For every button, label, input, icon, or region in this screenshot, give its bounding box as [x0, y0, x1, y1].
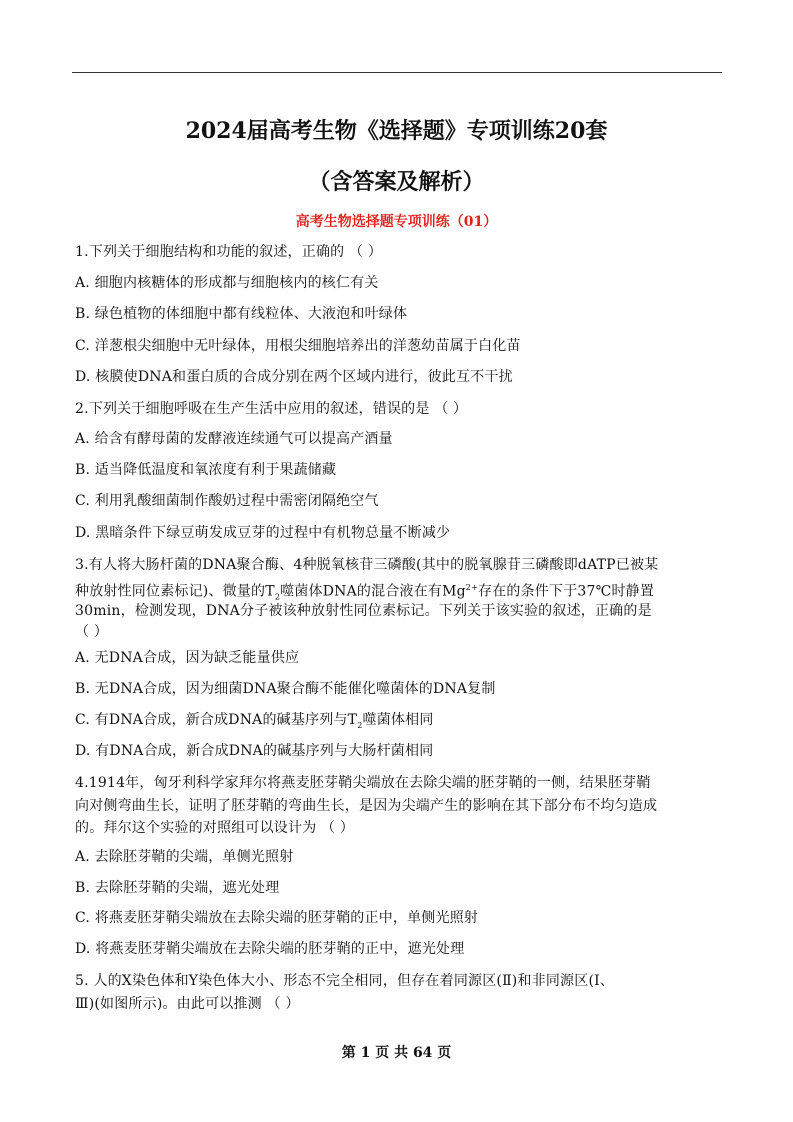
q4-option-b: B. 去除胚芽鞘的尖端，遮光处理 [75, 880, 280, 896]
q3c-text: 噬菌体相同 [362, 712, 434, 728]
q3-sup: 2+ [465, 583, 478, 592]
q3-text: 种放射性同位素标记)、微量的T [75, 583, 275, 600]
q1-option-d: D. 核膜使DNA和蛋白质的合成分别在两个区域内进行，彼此互不干扰 [75, 369, 513, 385]
section-heading: 高考生物选择题专项训练（01） [295, 214, 498, 230]
q4-option-a: A. 去除胚芽鞘的尖端，单侧光照射 [75, 849, 294, 865]
document-subtitle: （含答案及解析） [308, 169, 485, 195]
q3-option-b: B. 无DNA合成，因为细菌DNA聚合酶不能催化噬菌体的DNA复制 [75, 681, 496, 697]
question-2-stem: 2.下列关于细胞呼吸在生产生活中应用的叙述，错误的是 （ ） [75, 401, 468, 417]
page-footer: 第 1 页 共 64 页 [341, 1045, 452, 1061]
q3c-text: C. 有DNA合成，新合成DNA的碱基序列与T [75, 712, 358, 728]
document-title: 2024届高考生物《选择题》专项训练20套 [185, 118, 608, 144]
q3-sub: 2 [274, 592, 281, 602]
q3-option-d: D. 有DNA合成，新合成DNA的碱基序列与大肠杆菌相同 [75, 743, 434, 759]
q3c-sub: 2 [357, 720, 363, 730]
question-4-stem-line2: 向对侧弯曲生长，证明了胚芽鞘的弯曲生长，是因为尖端产生的影响在其下部分布不均匀造成 [75, 798, 658, 814]
q2-option-c: C. 利用乳酸细菌制作酸奶过程中需密闭隔绝空气 [75, 493, 379, 509]
question-3-stem-line4: （ ） [75, 624, 109, 640]
question-1-stem: 1.下列关于细胞结构和功能的叙述，正确的 （ ） [75, 244, 383, 260]
q2-option-d: D. 黑暗条件下绿豆萌发成豆芽的过程中有机物总量不断减少 [75, 525, 451, 541]
question-5-stem-line1: 5. 人的X染色体和Y染色体大小、形态不完全相同，但存在着同源区(Ⅱ)和非同源区(Ⅰ、 [75, 973, 615, 989]
q1-option-a: A. 细胞内核糖体的形成都与细胞核内的核仁有关 [75, 275, 379, 291]
header-rule [72, 72, 722, 73]
q2-option-b: B. 适当降低温度和氧浓度有利于果蔬储藏 [75, 462, 337, 478]
question-5-stem-line2: Ⅲ)(如图所示)。由此可以推测 （ ） [75, 996, 300, 1012]
question-4-stem-line3: 的。拜尔这个实验的对照组可以设计为 （ ） [75, 820, 355, 836]
q2-option-a: A. 给含有酵母菌的发酵液连续通气可以提高产酒量 [75, 431, 393, 447]
q3-option-c [75, 711, 434, 735]
q4-option-c: C. 将燕麦胚芽鞘尖端放在去除尖端的胚芽鞘的正中，单侧光照射 [75, 910, 479, 926]
q4-option-d: D. 将燕麦胚芽鞘尖端放在去除尖端的胚芽鞘的正中，遮光处理 [75, 941, 465, 957]
q1-option-c: C. 洋葱根尖细胞中无叶绿体，用根尖细胞培养出的洋葱幼苗属于白化苗 [75, 338, 521, 354]
q3-option-a: A. 无DNA合成，因为缺乏能量供应 [75, 650, 300, 666]
question-3-stem-line3: 30min，检测发现，DNA分子被该种放射性同位素标记。下列关于该实验的叙述，正确的是 [75, 603, 652, 619]
question-3-stem-line1: 3.有人将大肠杆菌的DNA聚合酶、4种脱氧核苷三磷酸(其中的脱氧腺苷三磷酸即dATP已被某 [75, 557, 659, 573]
q3-text: 存在的条件下于37℃时静置 [478, 583, 655, 600]
q1-option-b: B. 绿色植物的体细胞中都有线粒体、大液泡和叶绿体 [75, 306, 408, 322]
question-4-stem-line1: 4.1914年，匈牙利科学家拜尔将燕麦胚芽鞘尖端放在去除尖端的胚芽鞘的一侧，结果胚芽鞘 [75, 775, 651, 791]
q3-text: 噬菌体DNA的混合液在有Mg [280, 583, 466, 600]
